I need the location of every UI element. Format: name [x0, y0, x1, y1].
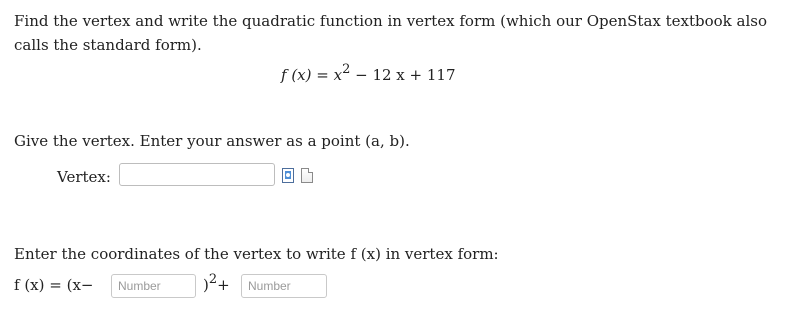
vertex-label: Vertex:: [57, 168, 111, 186]
vertex-form-middle: [203, 272, 230, 294]
equation-lhs: f (x) = x: [281, 66, 343, 84]
vertex-prompt: Give the vertex. Enter your answer as a point (a, b).: [14, 132, 410, 150]
plus-sign: +: [217, 276, 230, 294]
equation-exponent: 2: [342, 62, 351, 77]
vertex-form-prefix: f (x) = (x−: [14, 276, 94, 294]
vertex-k-input[interactable]: [241, 274, 327, 298]
quadratic-equation: [281, 62, 456, 84]
vertex-form-prompt: Enter the coordinates of the vertex to write f (x) in vertex form:: [14, 245, 499, 263]
square-exponent: 2: [208, 272, 218, 287]
problem-statement: Find the vertex and write the quadratic function in vertex form (which our OpenStax textbook also calls the standard form).: [14, 12, 768, 54]
equation-rhs: − 12 x + 117: [350, 66, 456, 84]
vertex-h-input[interactable]: [111, 274, 196, 298]
preview-icon[interactable]: [282, 168, 294, 183]
vertex-input[interactable]: [119, 163, 275, 186]
closing-paren: ): [203, 276, 209, 294]
document-icon[interactable]: [301, 168, 313, 183]
